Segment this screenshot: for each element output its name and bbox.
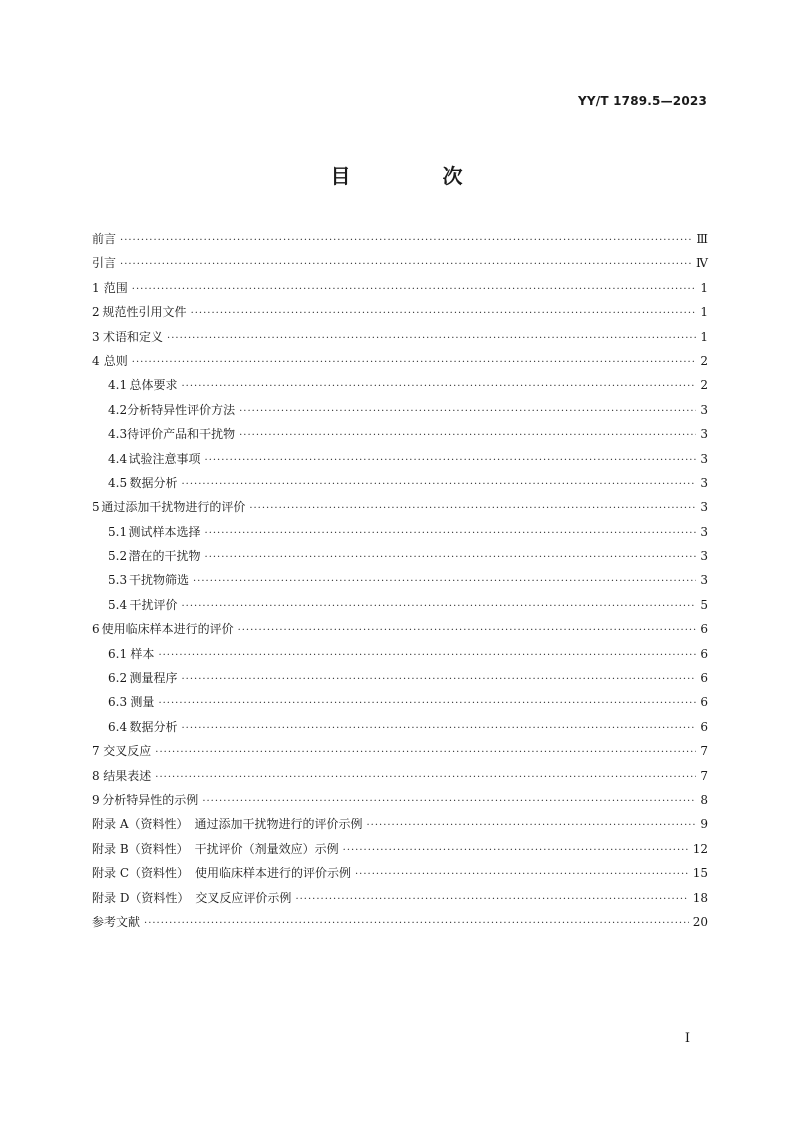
toc-entry-label: 使用临床样本进行的评价: [101, 622, 234, 637]
page-title: 目 次: [330, 164, 499, 188]
toc-leader-dots: [239, 424, 696, 448]
toc-entry[interactable]: [92, 495, 708, 519]
toc-entry-page: 6: [700, 671, 708, 686]
toc-leader-dots: [366, 814, 696, 838]
toc-entry[interactable]: [92, 422, 708, 446]
toc-entry-number: 6: [92, 622, 100, 637]
toc-entry-label: 术语和定义: [103, 329, 164, 344]
toc-entry[interactable]: [92, 812, 708, 836]
toc-entry[interactable]: [92, 593, 708, 617]
toc-leader-dots: [343, 839, 689, 863]
toc-entry[interactable]: [92, 568, 708, 592]
table-of-contents: [92, 227, 708, 934]
toc-leader-dots: [249, 497, 696, 521]
toc-entry-page: 20: [692, 914, 708, 929]
toc-entry-page: 2: [700, 353, 708, 368]
toc-entry-number: 6.3: [108, 695, 128, 710]
toc-entry-label: 测试样本选择: [128, 524, 201, 539]
toc-entry-number: 5.3: [108, 573, 128, 588]
toc-entry-number: 4.3: [108, 427, 128, 442]
toc-entry[interactable]: [92, 544, 708, 568]
toc-entry[interactable]: [92, 373, 708, 397]
toc-entry[interactable]: [92, 715, 708, 739]
toc-entry[interactable]: [92, 520, 708, 544]
toc-entry-number: 5.4: [108, 597, 128, 612]
toc-leader-dots: [181, 595, 696, 619]
toc-entry-number: 6.1: [108, 646, 128, 661]
toc-entry-page: 3: [700, 451, 708, 466]
toc-entry[interactable]: [92, 861, 708, 885]
toc-entry-page: 2: [700, 378, 708, 393]
toc-entry-page: 3: [700, 549, 708, 564]
toc-leader-dots: [144, 912, 689, 936]
toc-entry-number: 4.2: [108, 402, 128, 417]
toc-entry-page: 6: [700, 695, 708, 710]
toc-entry-number: 5.2: [108, 549, 128, 564]
toc-entry-label: 附录 B（资料性） 干扰评价（剂量效应）示例: [92, 841, 339, 856]
toc-entry-label: 总则: [103, 353, 128, 368]
toc-entry-label: 前言: [92, 232, 117, 246]
toc-entry[interactable]: [92, 788, 708, 812]
toc-entry-number: 1: [92, 280, 100, 295]
toc-entry-label: 附录 D（资料性） 交叉反应评价示例: [92, 890, 292, 905]
toc-entry-number: 7: [92, 744, 100, 759]
toc-entry-label: 数据分析: [129, 475, 178, 490]
toc-entry[interactable]: [92, 251, 708, 275]
toc-entry-number: 4: [92, 353, 100, 368]
toc-leader-dots: [205, 449, 696, 473]
toc-entry-label: 干扰物筛选: [128, 573, 189, 588]
toc-entry-label: 干扰评价: [129, 597, 178, 612]
toc-entry-page: 6: [700, 719, 708, 734]
toc-entry[interactable]: [92, 325, 708, 349]
toc-entry-label: 数据分析: [129, 719, 178, 734]
toc-entry-label: 引言: [92, 256, 117, 271]
toc-entry-label: 分析特异性评价方法: [127, 402, 236, 417]
toc-entry-page: Ⅲ: [696, 232, 708, 246]
toc-entry[interactable]: [92, 617, 708, 641]
toc-entry-page: 12: [692, 841, 708, 856]
toc-leader-dots: [202, 790, 696, 814]
toc-entry-label: 待评价产品和干扰物: [127, 427, 236, 442]
toc-entry-label: 测量: [130, 695, 155, 710]
toc-leader-dots: [205, 522, 696, 546]
toc-leader-dots: [155, 766, 696, 790]
toc-entry-page: 1: [700, 280, 708, 295]
toc-leader-dots: [181, 473, 696, 497]
toc-entry-page: 18: [692, 890, 708, 905]
toc-entry-label: 范围: [103, 280, 128, 295]
toc-entry[interactable]: [92, 349, 708, 373]
toc-entry[interactable]: [92, 227, 708, 251]
toc-entry[interactable]: [92, 300, 708, 324]
toc-leader-dots: [120, 229, 692, 253]
toc-leader-dots: [355, 863, 689, 887]
toc-entry-page: 3: [700, 475, 708, 490]
toc-entry[interactable]: [92, 447, 708, 471]
toc-entry[interactable]: [92, 666, 708, 690]
toc-leader-dots: [239, 400, 696, 424]
toc-entry[interactable]: [92, 642, 708, 666]
toc-entry-number: 6.2: [108, 671, 128, 686]
toc-entry-label: 样本: [130, 646, 155, 661]
toc-entry-page: 6: [700, 622, 708, 637]
toc-entry-number: 2: [92, 305, 100, 320]
toc-entry-number: 9: [92, 792, 100, 807]
toc-entry-number: 3: [92, 329, 100, 344]
toc-entry-page: 5: [700, 597, 708, 612]
toc-entry-label: 分析特异性的示例: [102, 792, 199, 807]
toc-entry[interactable]: [92, 910, 708, 934]
toc-entry-number: 4.5: [108, 475, 128, 490]
toc-entry-page: 3: [700, 500, 708, 515]
toc-entry[interactable]: [92, 886, 708, 910]
toc-leader-dots: [295, 888, 688, 912]
toc-entry-number: 5.1: [108, 524, 128, 539]
toc-entry[interactable]: [92, 471, 708, 495]
toc-entry-label: 参考文献: [92, 914, 141, 929]
standard-code: YY/T 1789.5—2023: [577, 94, 707, 108]
toc-entry-page: 7: [700, 768, 708, 783]
toc-entry-page: 3: [700, 573, 708, 588]
toc-entry-label: 总体要求: [129, 378, 178, 393]
toc-entry[interactable]: [92, 739, 708, 763]
toc-entry-page: 3: [700, 524, 708, 539]
page-number: I: [684, 1031, 690, 1046]
toc-entry[interactable]: [92, 764, 708, 788]
toc-leader-dots: [193, 570, 696, 594]
toc-leader-dots: [158, 692, 696, 716]
toc-leader-dots: [205, 546, 696, 570]
toc-entry-page: 3: [700, 427, 708, 442]
toc-leader-dots: [181, 717, 696, 741]
toc-entry-label: 结果表述: [103, 768, 152, 783]
toc-leader-dots: [132, 351, 696, 375]
toc-entry-label: 试验注意事项: [128, 451, 201, 466]
toc-entry-label: 通过添加干扰物进行的评价: [101, 500, 246, 515]
toc-entry-page: Ⅳ: [696, 256, 708, 271]
toc-entry-page: 1: [700, 305, 708, 320]
toc-entry-number: 8: [92, 768, 100, 783]
toc-leader-dots: [181, 375, 696, 399]
toc-entry-page: 3: [700, 402, 708, 417]
toc-entry-page: 7: [700, 744, 708, 759]
toc-entry-number: 5: [92, 500, 100, 515]
toc-entry[interactable]: [92, 276, 708, 300]
toc-entry[interactable]: [92, 690, 708, 714]
toc-entry-number: 6.4: [108, 719, 128, 734]
toc-entry-label: 附录 C（资料性） 使用临床样本进行的评价示例: [92, 866, 351, 881]
toc-entry-page: 6: [700, 646, 708, 661]
toc-leader-dots: [132, 278, 696, 302]
toc-leader-dots: [181, 668, 696, 692]
toc-leader-dots: [167, 327, 696, 351]
toc-entry[interactable]: [92, 398, 708, 422]
toc-entry[interactable]: [92, 837, 708, 861]
toc-entry-page: 8: [700, 792, 708, 807]
toc-entry-label: 测量程序: [129, 671, 178, 686]
toc-entry-page: 1: [700, 329, 708, 344]
toc-entry-number: 4.1: [108, 378, 128, 393]
toc-leader-dots: [238, 619, 696, 643]
toc-leader-dots: [158, 644, 696, 668]
toc-entry-label: 规范性引用文件: [102, 305, 187, 320]
toc-leader-dots: [155, 741, 696, 765]
toc-leader-dots: [191, 302, 696, 326]
toc-entry-number: 4.4: [108, 451, 128, 466]
toc-entry-page: 9: [700, 817, 708, 832]
toc-entry-label: 潜在的干扰物: [128, 549, 201, 564]
toc-leader-dots: [120, 253, 692, 277]
toc-entry-label: 附录 A（资料性） 通过添加干扰物进行的评价示例: [92, 817, 363, 832]
toc-entry-label: 交叉反应: [103, 744, 152, 759]
toc-entry-page: 15: [692, 866, 708, 881]
